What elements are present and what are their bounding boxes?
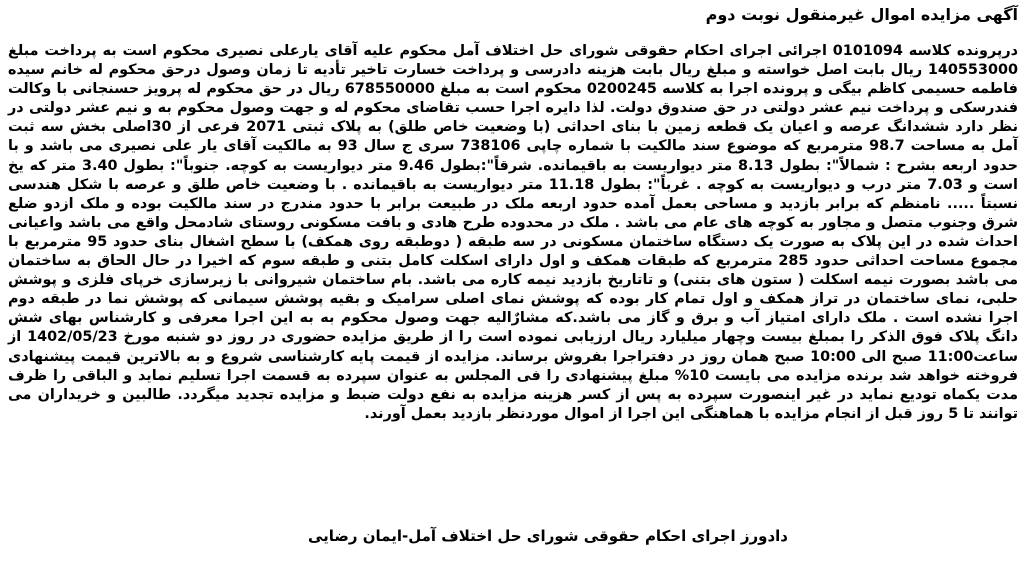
notice-signature: دادورز اجرای احکام حقوقی شورای حل اختلاف آمل-ایمان رضایی [307,527,788,545]
notice-body: درپرونده کلاسه 0101094 اجرائی اجرای احکام حقوقی شورای حل اختلاف آمل محکوم علیه آقای یارعلی نصیری محکوم است به پرداخت مبلغ 140553000 ریال بابت اصل خواسته و مبلغ ریال بابت هزینه دادرسی و پرداخت خسارت تاخیر تأدیه تا زمان وصول درحق محکوم له خانم سیده فاطمه حسیمی کاظم بیگی و پرونده اجرا به کلاسه 0200245 محکوم است به مبلغ 678550000 ریال در حق محکوم له پرویز حسنجانی با وکالت فندرسکی و پرداخت نیم عشر دولتی در حق صندوق دولت. لذا دایره اجرا حسب تقاضای محکوم له و جهت وصول محکوم به و نیم عشر دولتی در نظر دارد ششدانگ عرصه و اعیان یک قطعه زمین با بنای احداثی (با وضعیت خاص طلق) به پلاک ثبتی 2071 فرعی از 30اصلی بخش سه ثبت آمل به مساحت 98.7 مترمربع که موضوع سند مالکیت با شماره چاپی 738106 سری ج سال 93 به مالکیت آقای یار علی نصیری می باشد و با حدود اربعه بشرح : شمالاً": بطول 8.13 متر دیواریست به باقیمانده. شرقاً":بطول 9.46 متر دیواریست به کوچه. جنوباً": بطول 3.40 متر که یخ است و 7.03 متر درب و دیواریست به کوچه . غرباً": بطول 11.18 متر دیواریست به باقیمانده . با وضعیت خاص طلق و عرصه با شکل هندسی نسبتاً ..... نامنظم که برابر بازدید و مساحی بعمل آمده حدود اربعه ملک در طبیعت برابر با حدود مندرج در سند مالکیت بوده و ملک ازدو ضلع شرق وجنوب متصل و مجاور به کوچه های عام می باشد . ملک در محدوده طرح هادی و بافت مسکونی روستای شادمحل واقع می باشد واعیانی احداث شده در این پلاک به صورت یک دستگاه ساختمان مسکونی در سه طبقه ( دوطبقه روی همکف) با سطح اشغال بنای حدود 95 مترمربع با مجموع مساحت احداثی حدود 285 مترمربع که طبقات همکف و اول دارای اسکلت کامل بتنی و طبقه سوم که اخیرا در حال الحاق به ساختمان می باشد بصورت نیمه اسکلت ( ستون های بتنی) و تاتاریخ بازدید نیمه کاره می باشد. بام ساختمان شیروانی با زیرسازی خرپای فلزی و پوشش حلبی، نمای ساختمان در تراز همکف و اول تمام کار بوده که پوشش نمای اصلی سرامیک و بقیه پوشش سیمانی که پوشش نما در طبقه دوم اجرا نشده است . ملک دارای امتیاز آب و برق و گاز می باشد.که مشارٌالیه جهت وصول محکوم به به این اجرا معرفی و کارشناس بهای شش دانگ پلاک فوق الذکر را بمبلغ بیست وچهار میلیارد ریال ارزیابی نموده است را از طریق مزایده حضوری در روز دو شنبه مورخ 1402/05/23 از ساعت11:00 صبح الی 10:00 صبح همان روز در دفتراجرا بفروش برساند. مزایده از قیمت پایه کارشناسی شروع و به بالاترین قیمت پیشنهادی فروخته خواهد شد برنده مزایده می بایست 10% مبلغ پیشنهادی را فی المجلس به عنوان سپرده به قسمت اجرا تسلیم نماید و الباقی را ظرف مدت یکماه تودیع نماید در غیر اینصورت سپرده به پس از کسر هزینه مزایده به نفع دولت ضبط و مزایده تجدید میگردد. طالبین و خریداران می توانند تا 5 روز قبل از انجام مزایده با هماهنگی این اجرا از اموال موردنظر بازدید بعمل آورند. [8,43,1019,422]
notice-title: آگهی مزایده اموال غیرمنقول نوبت دوم [705,5,1018,24]
